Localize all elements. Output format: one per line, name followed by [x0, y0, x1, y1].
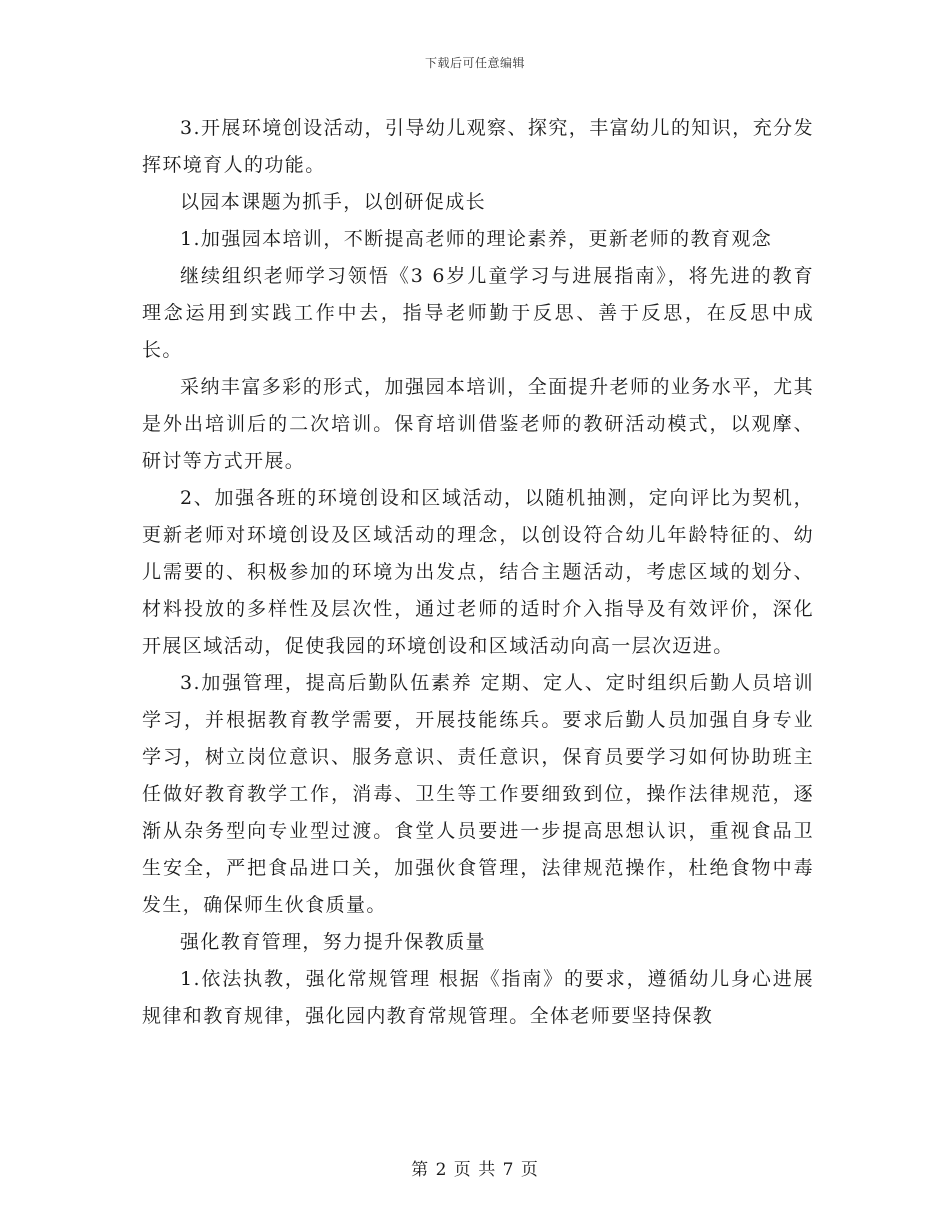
paragraph: 3.开展环境创设活动，引导幼儿观察、探究，丰富幼儿的知识，充分发挥环境育人的功能。: [142, 117, 814, 176]
section-heading: 强化教育管理，努力提升保教质量: [180, 931, 487, 953]
section-heading: 以园本课题为抓手，以创研促成长: [180, 191, 487, 213]
document-body: [142, 110, 814, 1035]
page-number: 第 2 页 共 7 页: [411, 1160, 539, 1180]
paragraph: 继续组织老师学习领悟《3 6岁儿童学习与进展指南》，将先进的教育理念运用到实践工作中去，指导老师勤于反思、善于反思，在反思中成长。: [142, 265, 814, 361]
paragraph: 1.依法执教，强化常规管理 根据《指南》的要求，遵循幼儿身心进展规律和教育规律，强化园内教育常规管理。全体老师要坚持保教: [142, 968, 814, 1027]
paragraph: 1.加强园本培训，不断提高老师的理论素养，更新老师的教育观念: [180, 228, 773, 250]
paragraph: 3.加强管理，提高后勤队伍素养 定期、定人、定时组织后勤人员培训学习，并根据教育教学需要，开展技能练兵。要求后勤人员加强自身专业学习，树立岗位意识、服务意识、责任意识，保育员要学习如何协助班主任做好教育教学工作，消毒、卫生等工作要细致到位，操作法律规范，逐渐从杂务型向专业型过渡。食堂人员要进一步提高思想认识，重视食品卫生安全，严把食品进口关，加强伙食管理，法律规范操作，杜绝食物中毒发生，确保师生伙食质量。: [142, 672, 814, 916]
paragraph: 2、加强各班的环境创设和区域活动，以随机抽测，定向评比为契机，更新老师对环境创设及区域活动的理念，以创设符合幼儿年龄特征的、幼儿需要的、积极参加的环境为出发点，结合主题活动，考虑区域的划分、材料投放的多样性及层次性，通过老师的适时介入指导及有效评价，深化开展区域活动，促使我园的环境创设和区域活动向高一层次迈进。: [142, 487, 814, 657]
page-header-note: 下载后可任意编辑: [424, 56, 525, 70]
paragraph: 采纳丰富多彩的形式，加强园本培训，全面提升老师的业务水平，尤其是外出培训后的二次培训。保育培训借鉴老师的教研活动模式，以观摩、研讨等方式开展。: [142, 376, 814, 472]
